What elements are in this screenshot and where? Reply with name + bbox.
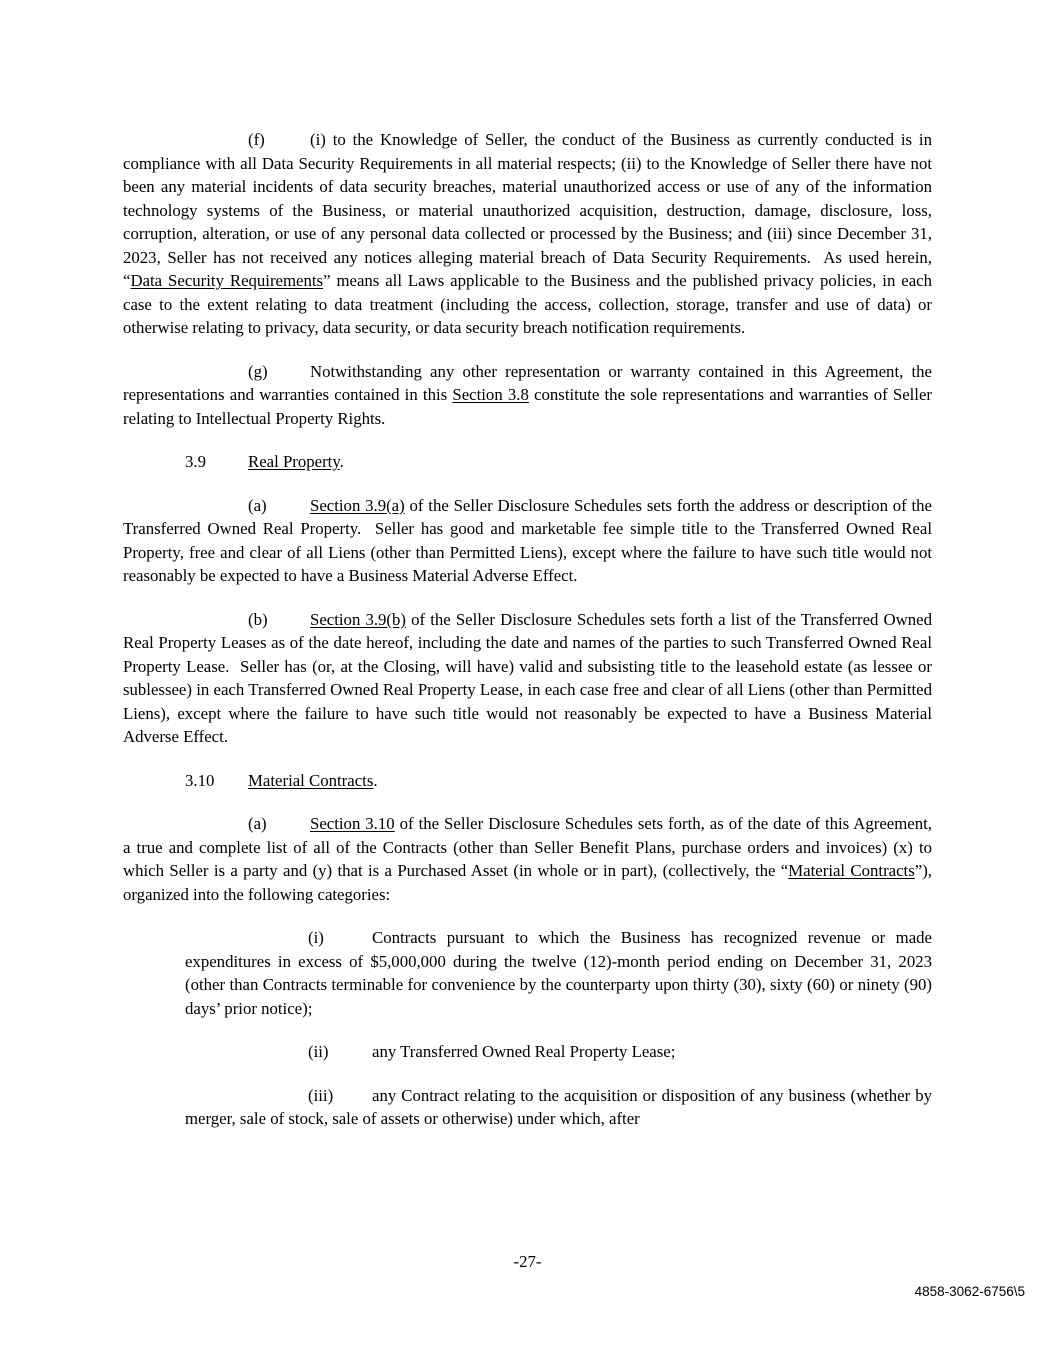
text-run: ”), organized into the following categories:: [123, 861, 932, 904]
paragraph: [123, 128, 932, 340]
text-run: Contracts pursuant to which the Business has recognized revenue or made expenditures in excess of $5,000,000 during the twelve (12)-month period ending on December 31, 2023 (other than Contracts terminable for convenience by the counterparty upon thirty (30), sixty (60) or ninety (90) days’ prior notice);: [185, 928, 932, 1018]
underlined-term: Section 3.8: [452, 385, 529, 404]
paragraph: [123, 608, 932, 749]
underlined-term: Data Security Requirements: [130, 271, 324, 290]
paragraph-label: (g): [248, 361, 268, 381]
section-heading: [185, 450, 932, 474]
underlined-term: Real Property: [248, 452, 340, 471]
paragraph-label: (a): [248, 495, 267, 515]
document-body: [123, 128, 932, 1131]
underlined-term: Material Contracts: [788, 861, 915, 880]
underlined-term: Section 3.9(a): [310, 495, 405, 515]
page-number: -27-: [513, 1252, 542, 1271]
paragraph-label: 3.9: [185, 452, 206, 471]
underlined-term: Material Contracts: [248, 770, 374, 790]
text-run: of the Seller Disclosure Schedules sets forth the address or description of the Transferred Owned Real Property. Seller has good and marketable fee simple title to the Transferred Owned Real Property, free and clear of all Liens (other than Permitted Liens), except where the failure to have such title would not reasonably be expected to have a Business Material Adverse Effect.: [123, 495, 933, 585]
text-run: of the Seller Disclosure Schedules sets forth a list of the Transferred Owned Real Property Leases as of the date hereof, including the date and names of the parties to such Transferred Owned Real Property Lease. Seller has (or, at the Closing, will have) valid and subsisting title to the leasehold estate (as lessee or sublessee) in each Transferred Owned Real Property Lease, in each case free and clear of all Liens (other than Permitted Liens), except where the failure to have such title would not reasonably be expected to have a Business Material Adverse Effect.: [123, 609, 932, 746]
paragraph: [185, 1040, 932, 1064]
paragraph-label: 3.10: [185, 770, 215, 790]
paragraph: [185, 1084, 932, 1131]
paragraph: [123, 812, 932, 906]
paragraph-label: (ii): [308, 1042, 329, 1061]
paragraph-label: (i): [308, 928, 324, 947]
text-run: Notwithstanding any other representation or warranty contained in this Agreement, the representations and warranties contained in this: [123, 361, 932, 404]
paragraph-label: (b): [248, 609, 268, 629]
document-control-number: 4858-3062-6756\5: [914, 1284, 1025, 1299]
section-heading: [185, 769, 932, 793]
paragraph-label: (f): [248, 130, 265, 149]
paragraph: [185, 926, 932, 1020]
text-run: constitute the sole representations and warranties of Seller relating to Intellectual Property Rights.: [123, 385, 933, 428]
text-run: .: [373, 770, 378, 790]
paragraph-label: (a): [248, 814, 267, 833]
paragraph-label: (iii): [308, 1085, 334, 1105]
underlined-term: Section 3.10: [310, 814, 395, 833]
text-run: ” means all Laws applicable to the Business and the published privacy policies, in each case to the extent relating to data treatment (including the access, collection, storage, transfer and use of data) or otherwise relating to privacy, data security, or data security breach notification requirements.: [123, 271, 932, 337]
text-run: any Transferred Owned Real Property Lease;: [372, 1042, 676, 1061]
underlined-term: Section 3.9(b): [310, 609, 406, 629]
text-run: .: [339, 452, 344, 471]
paragraph: [123, 360, 932, 431]
paragraph: [123, 494, 932, 588]
text-run: (i) to the Knowledge of Seller, the conduct of the Business as currently conducted is in compliance with all Data Security Requirements in all material respects; (ii) to the Knowledge of Seller there have not been any material incidents of data security breaches, material unauthorized access or use of any of the information technology systems of the Business, or material unauthorized acquisition, destruction, damage, disclosure, loss, corruption, alteration, or use of any personal data collected or processed by the Business; and (iii) since December 31, 2023, Seller has not received any notices alleging material breach of Data Security Requirements. As used herein, “: [123, 130, 932, 290]
text-run: any Contract relating to the acquisition or disposition of any business (whether by merger, sale of stock, sale of assets or otherwise) under which, after: [185, 1085, 932, 1128]
text-run: of the Seller Disclosure Schedules sets forth, as of the date of this Agreement, a true and complete list of all of the Contracts (other than Seller Benefit Plans, purchase orders and invoices) (x) to which Seller is a party and (y) that is a Purchased Asset (in whole or in part), (collectively, the “: [123, 814, 932, 880]
